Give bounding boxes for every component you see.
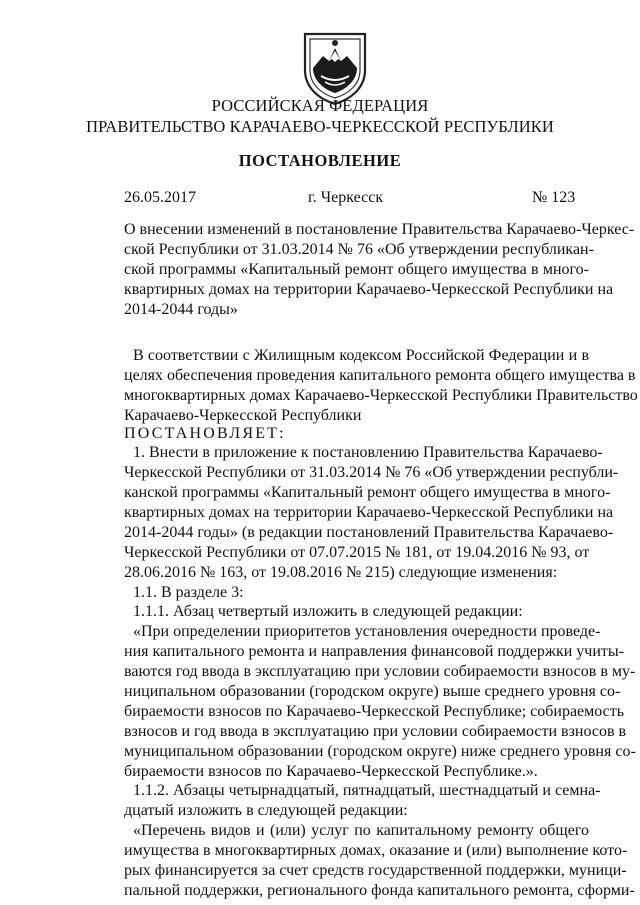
document-city: г. Черкесск — [308, 189, 384, 206]
document-date: 26.05.2017 — [124, 189, 196, 206]
body-line: 1.1.1. Абзац четвертый изложить в следующей редакции: — [133, 603, 523, 620]
body-line: рых финансируется за счет средств государственной поддержки, муници- — [124, 862, 627, 879]
resolves-heading: ПОСТАНОВЛЯЕТ: — [124, 425, 286, 442]
body-line: Черкесской Республики от 07.07.2015 № 181, от 19.04.2016 № 93, от — [124, 544, 590, 561]
body-line: дцатый изложить в следующей редакции: — [124, 802, 408, 819]
document-number: № 123 — [532, 189, 576, 206]
body-line: 1.1. В разделе 3: — [133, 584, 244, 601]
subject-line: ской Республики от 31.03.2014 № 76 «Об утверждении республикан- — [124, 241, 594, 258]
subject-line: ской программы «Капитальный ремонт общего имущества в много- — [124, 261, 589, 278]
body-line: 2014-2044 годы» (в редакции постановлений Правительства Карачаево- — [124, 524, 614, 541]
body-line: канской программы «Капитальный ремонт общего имущества в много- — [124, 484, 611, 501]
body-line: 1. Внести в приложение к постановлению Правительства Карачаево- — [133, 444, 603, 461]
subject-line: 2014-2044 годы» — [124, 301, 238, 318]
document-type-title: ПОСТАНОВЛЕНИЕ — [238, 151, 402, 170]
body-line: «При определении приоритетов установления очередности проведе- — [133, 623, 601, 640]
coat-of-arms-icon — [301, 30, 369, 106]
body-line: бираемости взносов по Карачаево-Черкесской Республике; собираемость — [124, 703, 625, 720]
preamble-line: В соответствии с Жилищным кодексом Российской Федерации и в — [133, 347, 589, 364]
body-line: ваются год ввода в эксплуатацию при условии собираемости взносов в му- — [124, 663, 636, 680]
header-country: РОССИЙСКАЯ ФЕДЕРАЦИЯ — [211, 96, 429, 115]
subject-line: О внесении изменений в постановление Правительства Карачаево-Черкес- — [124, 221, 635, 238]
coat-of-arms-graphic — [301, 30, 369, 106]
preamble-line: целях обеспечения проведения капитального ремонта общего имущества в — [124, 367, 636, 384]
body-line: взносов и год ввода в эксплуатацию при условии собираемости взносов в — [124, 723, 627, 740]
preamble-line: Карачаево-Черкесской Республики — [124, 407, 362, 424]
body-line: имущества в многоквартирных домах, оказание и (или) выполнение кото- — [124, 842, 628, 859]
header-government: ПРАВИТЕЛЬСТВО КАРАЧАЕВО-ЧЕРКЕССКОЙ РЕСПУБЛИКИ — [86, 117, 554, 136]
body-line: Черкесской Республики от 31.03.2014 № 76 «Об утверждении республи- — [124, 464, 619, 481]
subject-line: квартирных домах на территории Карачаево-Черкесской Республики на — [124, 281, 614, 298]
body-line: 1.1.2. Абзацы четырнадцатый, пятнадцатый, шестнадцатый и семна- — [133, 782, 601, 799]
body-line: 28.06.2016 № 163, от 19.08.2016 № 215) следующие изменения: — [124, 564, 558, 581]
body-line: ниципальном образовании (городском округе) выше среднего уровня со- — [124, 683, 621, 700]
preamble-line: многоквартирных домах Карачаево-Черкесской Республики Правительство — [124, 387, 638, 404]
body-line: квартирных домах на территории Карачаево-Черкесской Республики на — [124, 504, 614, 521]
body-line: «Перечень видов и (или) услуг по капитальному ремонту общего — [133, 822, 589, 839]
body-line: бираемости взносов по Карачаево-Черкесской Республике.». — [124, 763, 538, 780]
body-line: пальной поддержки, регионального фонда капитального ремонта, сформи- — [124, 882, 635, 899]
body-line: муниципальном образовании (городском округе) ниже среднего уровня со- — [124, 743, 636, 760]
body-line: ния капитального ремонта и направления финансовой поддержки учиты- — [124, 643, 624, 660]
